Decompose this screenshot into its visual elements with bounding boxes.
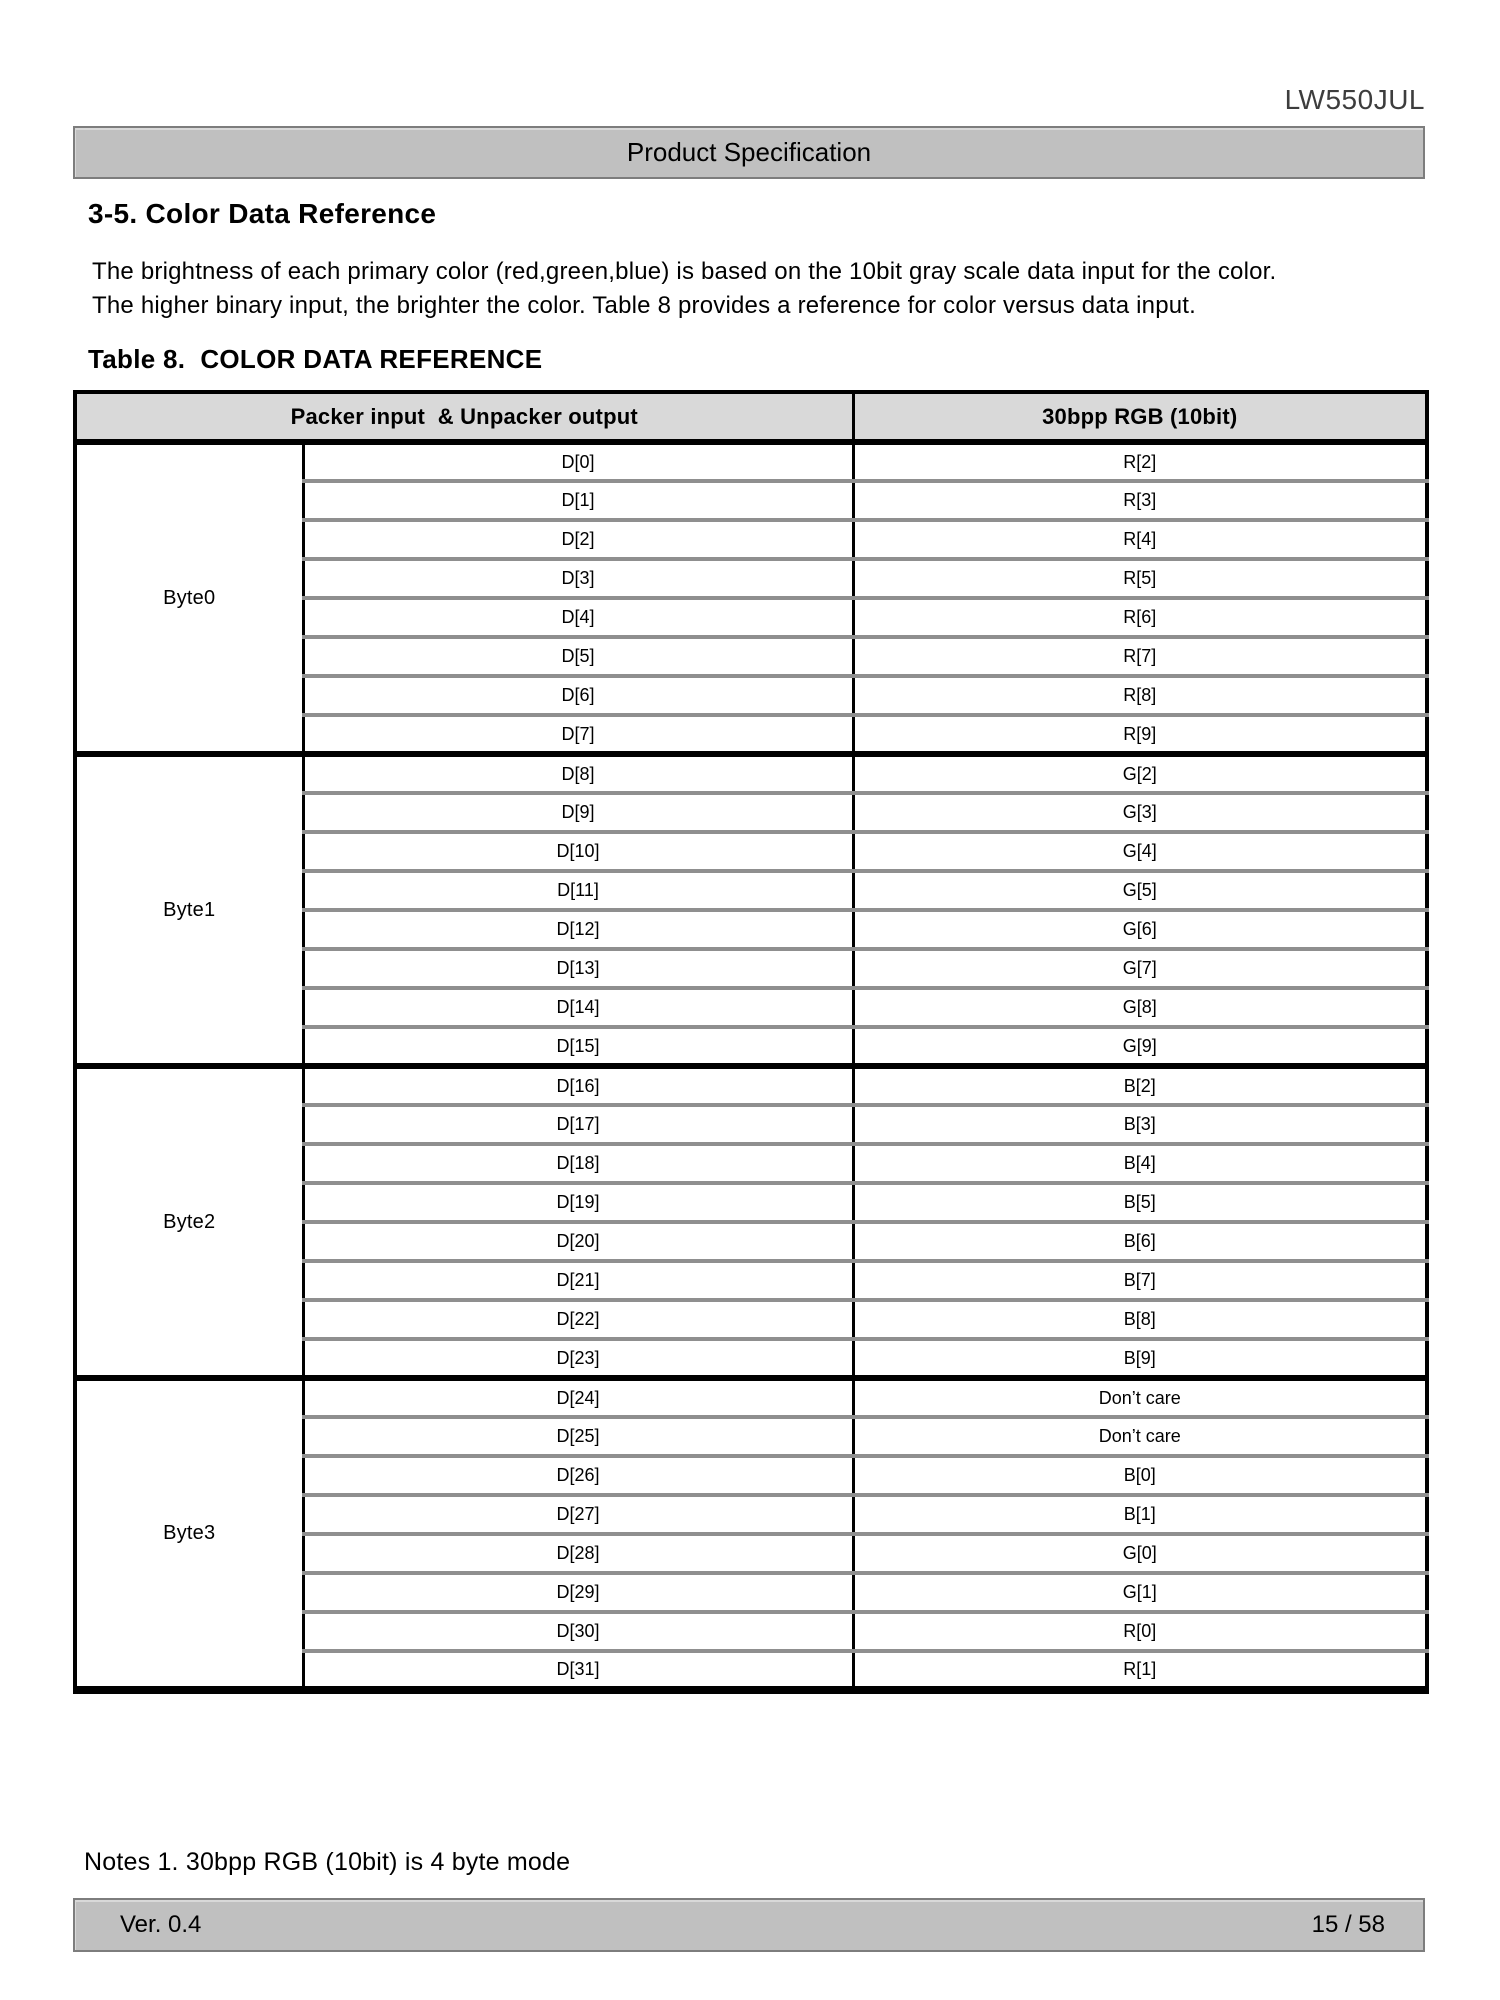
page-number: 15 / 58 (1311, 1911, 1385, 1938)
signal-cell: D[31] (303, 1651, 853, 1690)
footer-bar (73, 1898, 1425, 1952)
rgb-cell: R[2] (853, 442, 1427, 481)
rgb-cell: Don’t care (853, 1378, 1427, 1417)
byte-label: Byte0 (75, 442, 303, 754)
rgb-cell: G[3] (853, 793, 1427, 832)
rgb-cell: R[9] (853, 715, 1427, 754)
rgb-cell: G[8] (853, 988, 1427, 1027)
rgb-cell: B[0] (853, 1456, 1427, 1495)
rgb-cell: G[0] (853, 1534, 1427, 1573)
signal-cell: D[6] (303, 676, 853, 715)
signal-cell: D[0] (303, 442, 853, 481)
document-title-banner (73, 126, 1425, 179)
rgb-cell: B[7] (853, 1261, 1427, 1300)
rgb-cell: B[6] (853, 1222, 1427, 1261)
signal-cell: D[26] (303, 1456, 853, 1495)
rgb-cell: R[0] (853, 1612, 1427, 1651)
rgb-cell: B[5] (853, 1183, 1427, 1222)
rgb-cell: G[5] (853, 871, 1427, 910)
signal-cell: D[14] (303, 988, 853, 1027)
signal-cell: D[28] (303, 1534, 853, 1573)
signal-cell: D[9] (303, 793, 853, 832)
rgb-cell: R[5] (853, 559, 1427, 598)
signal-cell: D[18] (303, 1144, 853, 1183)
signal-cell: D[2] (303, 520, 853, 559)
paragraph-line-1: The brightness of each primary color (red,green,blue) is based on the 10bit gray scale data input for the color. (92, 258, 1277, 285)
rgb-cell: B[3] (853, 1105, 1427, 1144)
rgb-cell: B[8] (853, 1300, 1427, 1339)
table-notes: Notes 1. 30bpp RGB (10bit) is 4 byte mode (84, 1848, 571, 1876)
rgb-cell: R[7] (853, 637, 1427, 676)
rgb-cell: R[6] (853, 598, 1427, 637)
color-data-reference-table (73, 390, 1429, 1694)
signal-cell: D[12] (303, 910, 853, 949)
signal-cell: D[22] (303, 1300, 853, 1339)
paragraph-line-2: The higher binary input, the brighter the color. Table 8 provides a reference for color versus data input. (92, 292, 1197, 319)
rgb-cell: R[8] (853, 676, 1427, 715)
signal-cell: D[4] (303, 598, 853, 637)
table-row (75, 754, 1427, 793)
signal-cell: D[24] (303, 1378, 853, 1417)
rgb-cell: B[4] (853, 1144, 1427, 1183)
signal-cell: D[19] (303, 1183, 853, 1222)
signal-cell: D[16] (303, 1066, 853, 1105)
byte2-group (75, 1066, 1427, 1378)
rgb-cell: R[1] (853, 1651, 1427, 1690)
rgb-cell: G[4] (853, 832, 1427, 871)
signal-cell: D[7] (303, 715, 853, 754)
color-data-table-container (73, 390, 1429, 1694)
table-caption: Table 8. COLOR DATA REFERENCE (88, 344, 543, 374)
signal-cell: D[21] (303, 1261, 853, 1300)
document-version: Ver. 0.4 (120, 1911, 202, 1938)
section-heading: 3-5. Color Data Reference (88, 198, 437, 229)
table-row (75, 442, 1427, 481)
byte-label: Byte3 (75, 1378, 303, 1690)
signal-cell: D[3] (303, 559, 853, 598)
byte-label: Byte2 (75, 1066, 303, 1378)
table-header (75, 392, 1427, 442)
rgb-cell: Don’t care (853, 1417, 1427, 1456)
signal-cell: D[15] (303, 1027, 853, 1066)
rgb-cell: G[9] (853, 1027, 1427, 1066)
rgb-cell: R[3] (853, 481, 1427, 520)
signal-cell: D[30] (303, 1612, 853, 1651)
header-row (75, 392, 1427, 442)
rgb-cell: G[2] (853, 754, 1427, 793)
signal-cell: D[8] (303, 754, 853, 793)
signal-cell: D[13] (303, 949, 853, 988)
header-30bpp-rgb: 30bpp RGB (10bit) (853, 392, 1427, 442)
signal-cell: D[29] (303, 1573, 853, 1612)
rgb-cell: B[1] (853, 1495, 1427, 1534)
rgb-cell: B[9] (853, 1339, 1427, 1378)
signal-cell: D[5] (303, 637, 853, 676)
document-title: Product Specification (626, 137, 872, 167)
rgb-cell: B[2] (853, 1066, 1427, 1105)
signal-cell: D[27] (303, 1495, 853, 1534)
table-row (75, 1066, 1427, 1105)
signal-cell: D[17] (303, 1105, 853, 1144)
signal-cell: D[10] (303, 832, 853, 871)
signal-cell: D[20] (303, 1222, 853, 1261)
model-number: LW550JUL (1284, 84, 1425, 115)
rgb-cell: R[4] (853, 520, 1427, 559)
table-row (75, 1378, 1427, 1417)
byte1-group (75, 754, 1427, 1066)
signal-cell: D[1] (303, 481, 853, 520)
byte0-group (75, 442, 1427, 754)
byte3-group (75, 1378, 1427, 1690)
rgb-cell: G[1] (853, 1573, 1427, 1612)
signal-cell: D[25] (303, 1417, 853, 1456)
body-paragraph (92, 255, 1457, 323)
byte-label: Byte1 (75, 754, 303, 1066)
signal-cell: D[23] (303, 1339, 853, 1378)
rgb-cell: G[6] (853, 910, 1427, 949)
rgb-cell: G[7] (853, 949, 1427, 988)
header-packer-input: Packer input & Unpacker output (75, 392, 853, 442)
signal-cell: D[11] (303, 871, 853, 910)
